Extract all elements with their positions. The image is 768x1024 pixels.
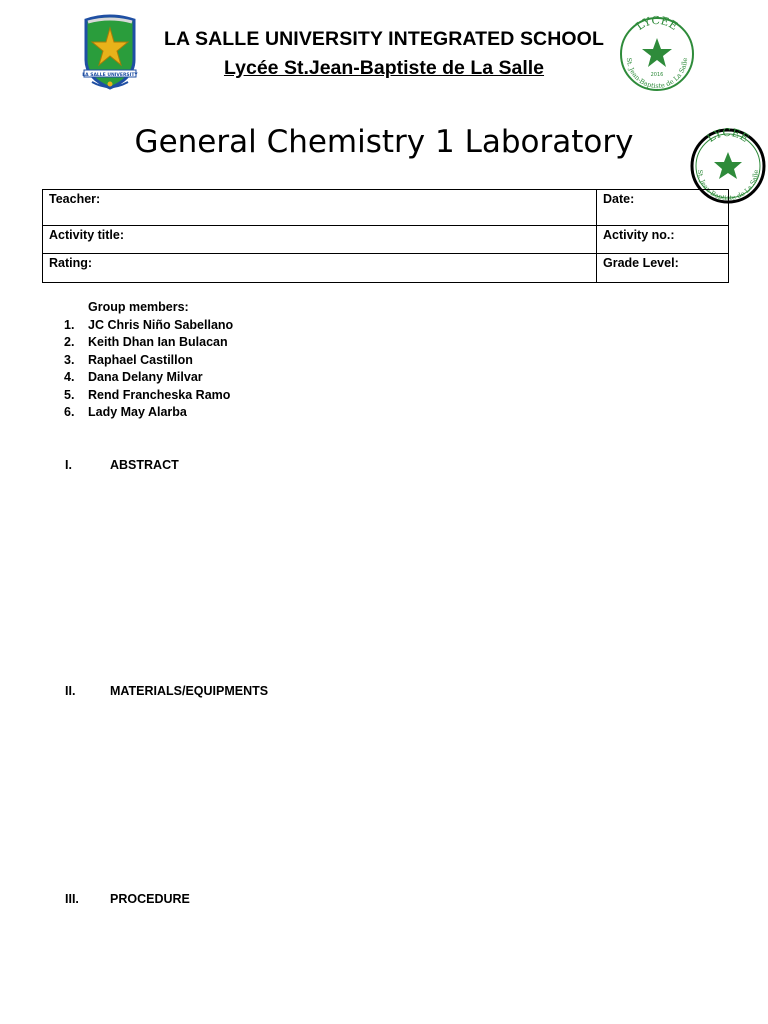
date-cell[interactable]: [597, 190, 729, 226]
seal-bottom-text: St. Jean-Baptiste de La Salle: [624, 57, 690, 91]
group-members-label: Group members:: [88, 300, 189, 314]
seal-top-text: LYCEE: [633, 14, 681, 34]
svg-text:2016: 2016: [650, 72, 664, 78]
svg-text:St. Jean-Baptiste de La Salle: St. Jean-Baptiste de La Salle: [695, 169, 761, 203]
section-abstract-heading: I. ABSTRACT: [65, 458, 179, 472]
svg-text:LYCEE: LYCEE: [704, 128, 752, 146]
teacher-cell[interactable]: [43, 190, 597, 226]
section-procedure-heading: III. PROCEDURE: [65, 892, 190, 906]
section-materials-heading: II. MATERIALS/EQUIPMENTS: [65, 684, 269, 698]
grade-level-label: Grade Level:: [603, 256, 679, 270]
rating-cell[interactable]: [43, 254, 597, 283]
lycee-seal-logo: [617, 14, 697, 94]
list-item: 6. Lady May Alarba: [64, 404, 187, 419]
svg-text:LA SALLE UNIVERSITY: LA SALLE UNIVERSITY: [82, 73, 138, 78]
activity-title-label: Activity title:: [49, 228, 125, 242]
group-members-list: [64, 317, 233, 421]
teacher-label: Teacher:: [49, 192, 101, 206]
school-subtitle: Lycée St.Jean-Baptiste de La Salle: [223, 57, 545, 79]
date-label: Date:: [603, 192, 635, 206]
grade-level-cell[interactable]: [597, 254, 729, 283]
activity-info-table: [42, 189, 729, 283]
rating-label: Rating:: [49, 256, 93, 270]
list-item: 4. Dana Delany Milvar: [64, 370, 203, 385]
la-salle-university-logo: [78, 14, 142, 94]
document-title: General Chemistry 1 Laboratory: [134, 124, 634, 160]
list-item: 3. Raphael Castillon: [64, 352, 193, 367]
school-name: LA SALLE UNIVERSITY INTEGRATED SCHOOL: [164, 28, 604, 50]
activity-title-cell[interactable]: [43, 226, 597, 254]
list-item: 5. Rend Francheska Ramo: [64, 387, 231, 402]
activity-no-label: Activity no.:: [603, 228, 675, 242]
list-item: 1. JC Chris Niño Sabellano: [64, 318, 234, 332]
activity-no-cell[interactable]: [597, 226, 729, 254]
list-item: 2. Keith Dhan Ian Bulacan: [64, 335, 228, 350]
